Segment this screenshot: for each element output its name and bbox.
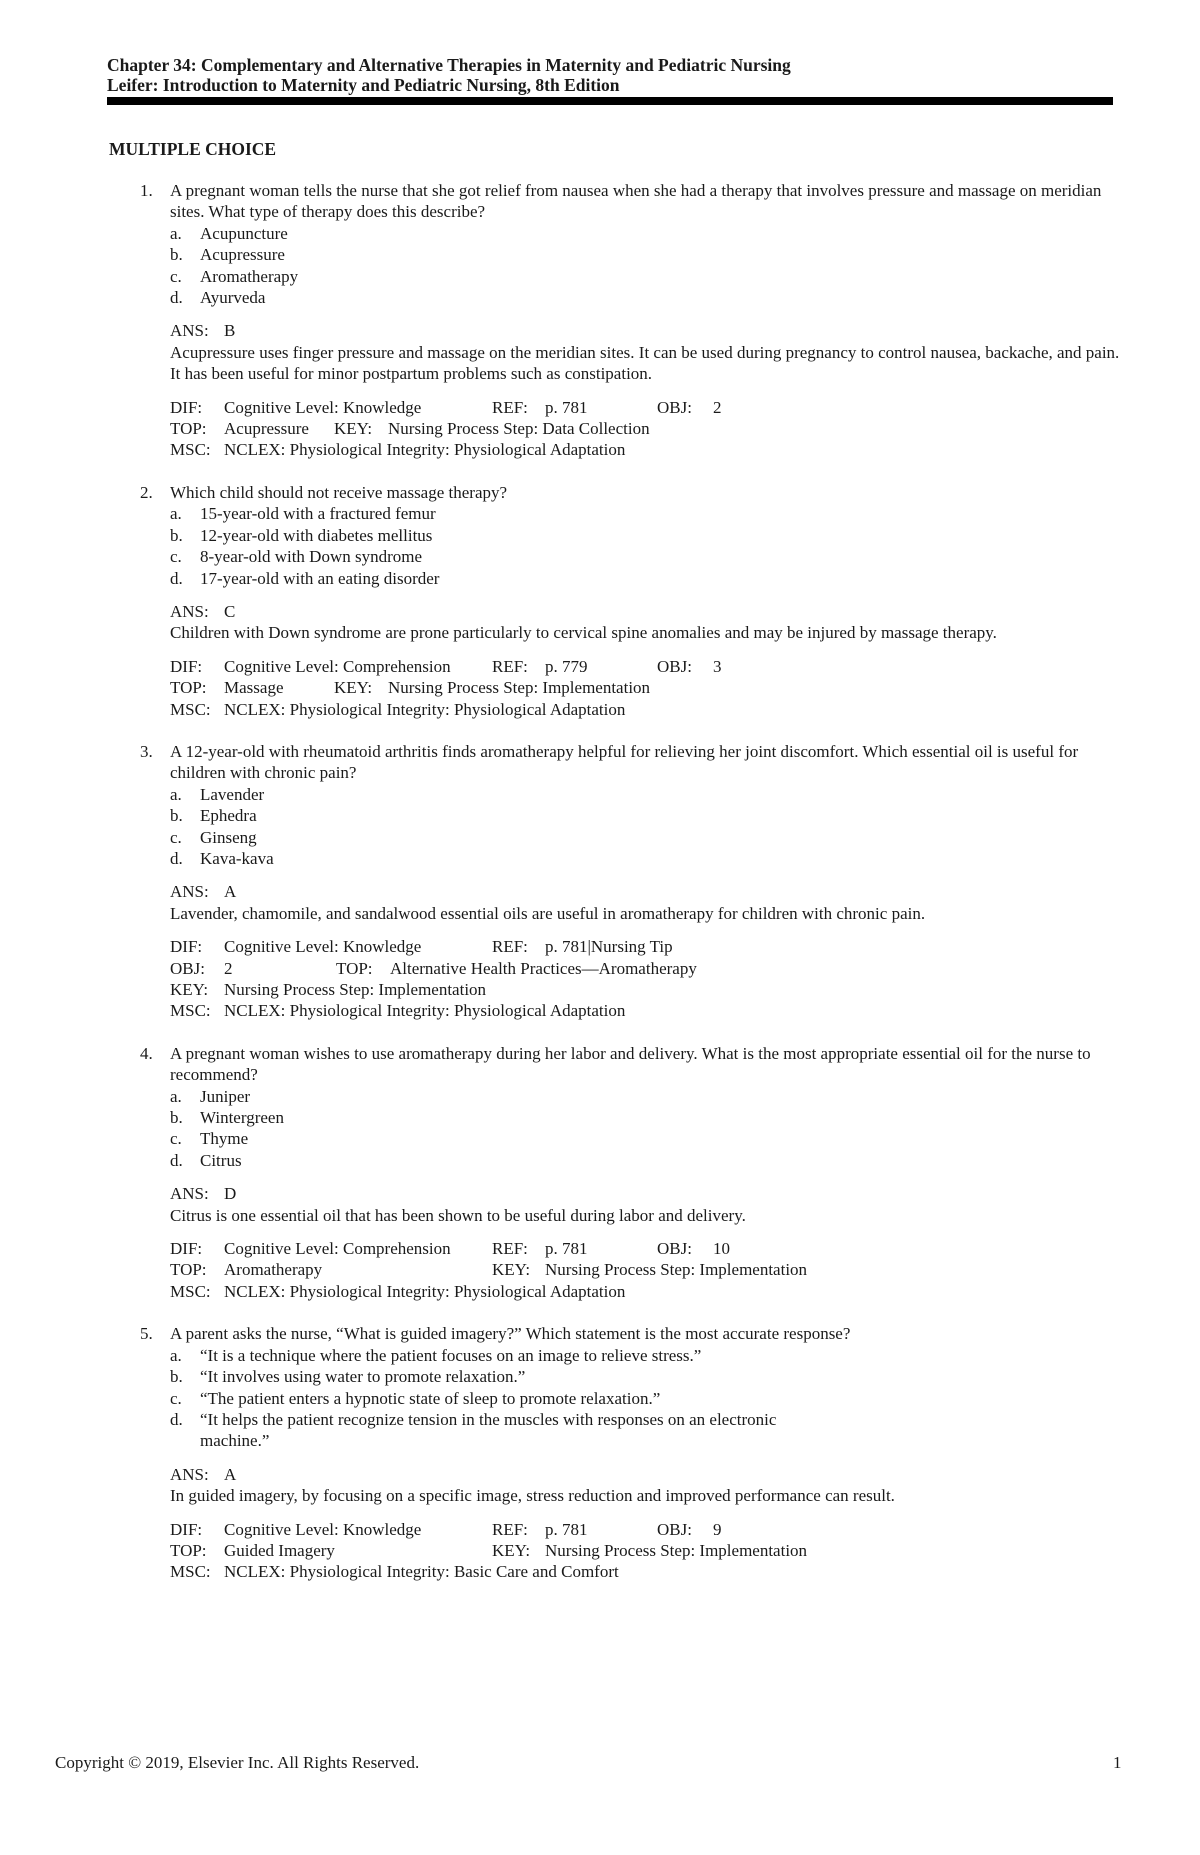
question-number: 2. — [140, 482, 153, 502]
option-d — [170, 848, 1130, 869]
option-text: “It helps the patient recognize tension in the muscles with responses on an electronic machine.” — [200, 1409, 777, 1451]
option-c — [170, 266, 1130, 287]
option-letter: d. — [170, 288, 183, 308]
top-label: TOP: — [170, 1260, 207, 1280]
dif-value: Cognitive Level: Comprehension — [224, 656, 451, 676]
key-value: Nursing Process Step: Implementation — [545, 1540, 808, 1560]
document-header — [107, 55, 1112, 95]
dif-label: DIF: — [170, 656, 203, 676]
option-d — [170, 287, 1130, 308]
obj-label: OBJ: — [170, 958, 205, 978]
option-text: Acupressure — [200, 245, 285, 265]
obj-label: OBJ: — [657, 1519, 692, 1539]
top-row — [170, 1259, 1130, 1280]
option-d — [170, 1150, 1130, 1171]
ans-label: ANS: — [170, 882, 209, 902]
ans-label: ANS: — [170, 1464, 209, 1484]
question-number: 5. — [140, 1324, 153, 1344]
option-text: Ginseng — [200, 827, 257, 847]
ref-label: REF: — [492, 656, 528, 676]
option-letter: d. — [170, 1409, 183, 1429]
book-title: Leifer: Introduction to Maternity and Pediatric Nursing, 8th Edition — [107, 75, 620, 95]
dif-value: Cognitive Level: Comprehension — [224, 1239, 451, 1259]
question-stem: A pregnant woman tells the nurse that she got relief from nausea when she had a therapy that involves pressure and massage on meridian sites. What type of therapy does this describe? — [170, 181, 1102, 222]
msc-value: NCLEX: Physiological Integrity: Physiological Adaptation — [224, 440, 626, 460]
answer-line — [170, 601, 1130, 622]
option-b — [170, 244, 1130, 265]
option-text: “It is a technique where the patient focuses on an image to relieve stress.” — [200, 1345, 702, 1365]
option-text: Thyme — [200, 1129, 249, 1149]
option-letter: b. — [170, 1108, 183, 1128]
option-text: Kava-kava — [200, 848, 274, 868]
top-label: TOP: — [170, 419, 207, 439]
ref-value: p. 781 — [545, 1239, 588, 1259]
top-label: TOP: — [170, 1540, 207, 1560]
dif-label: DIF: — [170, 937, 203, 957]
msc-label: MSC: — [170, 1281, 211, 1301]
chapter-title: Chapter 34: Complementary and Alternative Therapies in Maternity and Pediatric Nursing — [107, 55, 791, 75]
msc-label: MSC: — [170, 1001, 211, 1021]
question-1 — [140, 180, 1130, 461]
msc-value: NCLEX: Physiological Integrity: Physiological Adaptation — [224, 1281, 626, 1301]
msc-row — [170, 699, 1130, 720]
dif-row — [170, 1238, 1130, 1259]
key-label: KEY: — [334, 678, 373, 698]
key-label: KEY: — [492, 1540, 531, 1560]
ans-label: ANS: — [170, 601, 209, 621]
option-text: Juniper — [200, 1086, 251, 1106]
option-letter: d. — [170, 848, 183, 868]
question-2 — [140, 482, 1130, 720]
top-row — [170, 418, 1130, 439]
option-d — [170, 1409, 1130, 1452]
dif-row — [170, 397, 1130, 418]
top-label: TOP: — [170, 678, 207, 698]
question-stem: Which child should not receive massage therapy? — [170, 482, 508, 502]
msc-value: NCLEX: Physiological Integrity: Physiological Adaptation — [224, 699, 626, 719]
option-letter: c. — [170, 1129, 182, 1149]
option-letter: b. — [170, 1367, 183, 1387]
msc-row — [170, 1281, 1130, 1302]
option-letter: c. — [170, 827, 182, 847]
key-value: Nursing Process Step: Data Collection — [388, 419, 650, 439]
answer-line — [170, 1464, 1130, 1485]
dif-row — [170, 936, 1130, 957]
rationale: Citrus is one essential oil that has been shown to be useful during labor and delivery. — [170, 1205, 746, 1225]
dif-label: DIF: — [170, 1239, 203, 1259]
dif-value: Cognitive Level: Knowledge — [224, 397, 422, 417]
option-text: 12-year-old with diabetes mellitus — [200, 525, 433, 545]
option-text: “It involves using water to promote relaxation.” — [200, 1367, 526, 1387]
option-text: 15-year-old with a fractured femur — [200, 504, 436, 524]
option-text: Citrus — [200, 1150, 242, 1170]
question-5 — [140, 1323, 1130, 1582]
option-text: Lavender — [200, 784, 265, 804]
obj-value: 2 — [713, 397, 722, 417]
answer-value: B — [224, 321, 236, 341]
option-b — [170, 1107, 1130, 1128]
option-text: 17-year-old with an eating disorder — [200, 568, 440, 588]
obj-label: OBJ: — [657, 1239, 692, 1259]
dif-label: DIF: — [170, 1519, 203, 1539]
option-b — [170, 1366, 1130, 1387]
question-stem: A pregnant woman wishes to use aromatherapy during her labor and delivery. What is the most appropriate essential oil for the nurse to recommend? — [170, 1043, 1091, 1085]
question-number: 1. — [140, 181, 153, 200]
option-text: “The patient enters a hypnotic state of sleep to promote relaxation.” — [200, 1388, 661, 1408]
option-text: Ephedra — [200, 806, 257, 826]
dif-label: DIF: — [170, 397, 203, 417]
ref-label: REF: — [492, 937, 528, 957]
top-value: Aromatherapy — [224, 1260, 323, 1280]
obj-value: 3 — [713, 656, 722, 676]
question-4 — [140, 1043, 1130, 1302]
option-letter: c. — [170, 1388, 182, 1408]
dif-value: Cognitive Level: Knowledge — [224, 937, 422, 957]
dif-row — [170, 656, 1130, 677]
option-d — [170, 568, 1130, 589]
option-c — [170, 827, 1130, 848]
key-label: KEY: — [170, 980, 209, 999]
key-row — [170, 979, 1130, 1000]
option-letter: b. — [170, 806, 183, 826]
option-a — [170, 503, 1130, 524]
obj-value: 9 — [713, 1519, 722, 1539]
obj-value: 10 — [713, 1239, 730, 1259]
obj-label: OBJ: — [657, 656, 692, 676]
rationale: Children with Down syndrome are prone particularly to cervical spine anomalies and may be injured by massage therapy. — [170, 623, 997, 643]
key-value: Nursing Process Step: Implementation — [545, 1260, 808, 1280]
option-letter: a. — [170, 223, 182, 243]
dif-value: Cognitive Level: Knowledge — [224, 1519, 422, 1539]
msc-row — [170, 1000, 1130, 1021]
top-value: Guided Imagery — [224, 1540, 335, 1560]
option-text: Aromatherapy — [200, 266, 299, 286]
top-row — [170, 1540, 1130, 1561]
question-list — [140, 180, 1130, 1604]
option-c — [170, 546, 1130, 567]
option-letter: a. — [170, 504, 182, 524]
ref-value: p. 779 — [545, 656, 588, 676]
option-letter: c. — [170, 547, 182, 567]
msc-value: NCLEX: Physiological Integrity: Physiological Adaptation — [224, 1001, 626, 1021]
key-value: Nursing Process Step: Implementation — [224, 980, 487, 999]
ref-value: p. 781|Nursing Tip — [545, 937, 673, 957]
question-stem: A 12-year-old with rheumatoid arthritis finds aromatherapy helpful for relieving her joint discomfort. Which essential oil is useful for children with chronic pain? — [170, 741, 1079, 783]
top-value: Alternative Health Practices—Aromatherapy — [390, 958, 697, 978]
option-letter: a. — [170, 784, 182, 804]
rationale: Lavender, chamomile, and sandalwood essential oils are useful in aromatherapy for children with chronic pain. — [170, 903, 926, 923]
header-rule — [107, 97, 1113, 105]
option-a — [170, 223, 1130, 244]
option-b — [170, 525, 1130, 546]
key-label: KEY: — [334, 419, 373, 439]
option-text: Wintergreen — [200, 1108, 284, 1128]
question-stem: A parent asks the nurse, “What is guided imagery?” Which statement is the most accurate response? — [170, 1324, 851, 1344]
ref-label: REF: — [492, 397, 528, 417]
question-number: 3. — [140, 741, 153, 761]
answer-line — [170, 320, 1130, 341]
rationale: Acupressure uses finger pressure and massage on the meridian sites. It can be used during pregnancy to control nausea, backache, and pain. It has been useful for minor postpartum problems such as constipation. — [170, 342, 1120, 384]
option-a — [170, 1345, 1130, 1366]
obj-value: 2 — [224, 958, 233, 978]
answer-value: C — [224, 601, 236, 621]
option-letter: b. — [170, 245, 183, 265]
key-value: Nursing Process Step: Implementation — [388, 678, 651, 698]
ans-label: ANS: — [170, 321, 209, 341]
option-letter: c. — [170, 266, 182, 286]
answer-line — [170, 1183, 1130, 1204]
rationale: In guided imagery, by focusing on a specific image, stress reduction and improved performance can result. — [170, 1486, 895, 1506]
dif-row — [170, 1519, 1130, 1540]
answer-value: A — [224, 1464, 237, 1484]
option-letter: b. — [170, 525, 183, 545]
option-a — [170, 784, 1130, 805]
ans-label: ANS: — [170, 1184, 209, 1204]
answer-value: A — [224, 882, 237, 902]
option-letter: a. — [170, 1086, 182, 1106]
obj-top-row — [170, 958, 1130, 979]
copyright-notice: Copyright © 2019, Elsevier Inc. All Rights Reserved. — [55, 1753, 420, 1772]
option-letter: d. — [170, 568, 183, 588]
ref-value: p. 781 — [545, 397, 588, 417]
option-text: Acupuncture — [200, 223, 288, 243]
answer-line — [170, 881, 1130, 902]
top-value: Massage — [224, 678, 284, 698]
msc-row — [170, 1561, 1130, 1582]
question-number: 4. — [140, 1043, 153, 1063]
key-label: KEY: — [492, 1260, 531, 1280]
msc-row — [170, 439, 1130, 460]
msc-label: MSC: — [170, 1562, 211, 1582]
ref-label: REF: — [492, 1239, 528, 1259]
page-number: 1 — [1113, 1753, 1122, 1772]
ref-value: p. 781 — [545, 1519, 588, 1539]
option-text: Ayurveda — [200, 288, 266, 308]
answer-value: D — [224, 1184, 237, 1204]
msc-value: NCLEX: Physiological Integrity: Basic Care and Comfort — [224, 1562, 619, 1582]
option-text: 8-year-old with Down syndrome — [200, 547, 423, 567]
top-value: Acupressure — [224, 419, 309, 439]
section-title: MULTIPLE CHOICE — [109, 139, 277, 159]
option-b — [170, 805, 1130, 826]
question-3 — [140, 741, 1130, 1022]
obj-label: OBJ: — [657, 397, 692, 417]
option-letter: a. — [170, 1345, 182, 1365]
top-row — [170, 677, 1130, 698]
option-c — [170, 1388, 1130, 1409]
msc-label: MSC: — [170, 440, 211, 460]
option-a — [170, 1086, 1130, 1107]
option-letter: d. — [170, 1150, 183, 1170]
ref-label: REF: — [492, 1519, 528, 1539]
option-c — [170, 1128, 1130, 1149]
top-label: TOP: — [336, 958, 373, 978]
msc-label: MSC: — [170, 699, 211, 719]
